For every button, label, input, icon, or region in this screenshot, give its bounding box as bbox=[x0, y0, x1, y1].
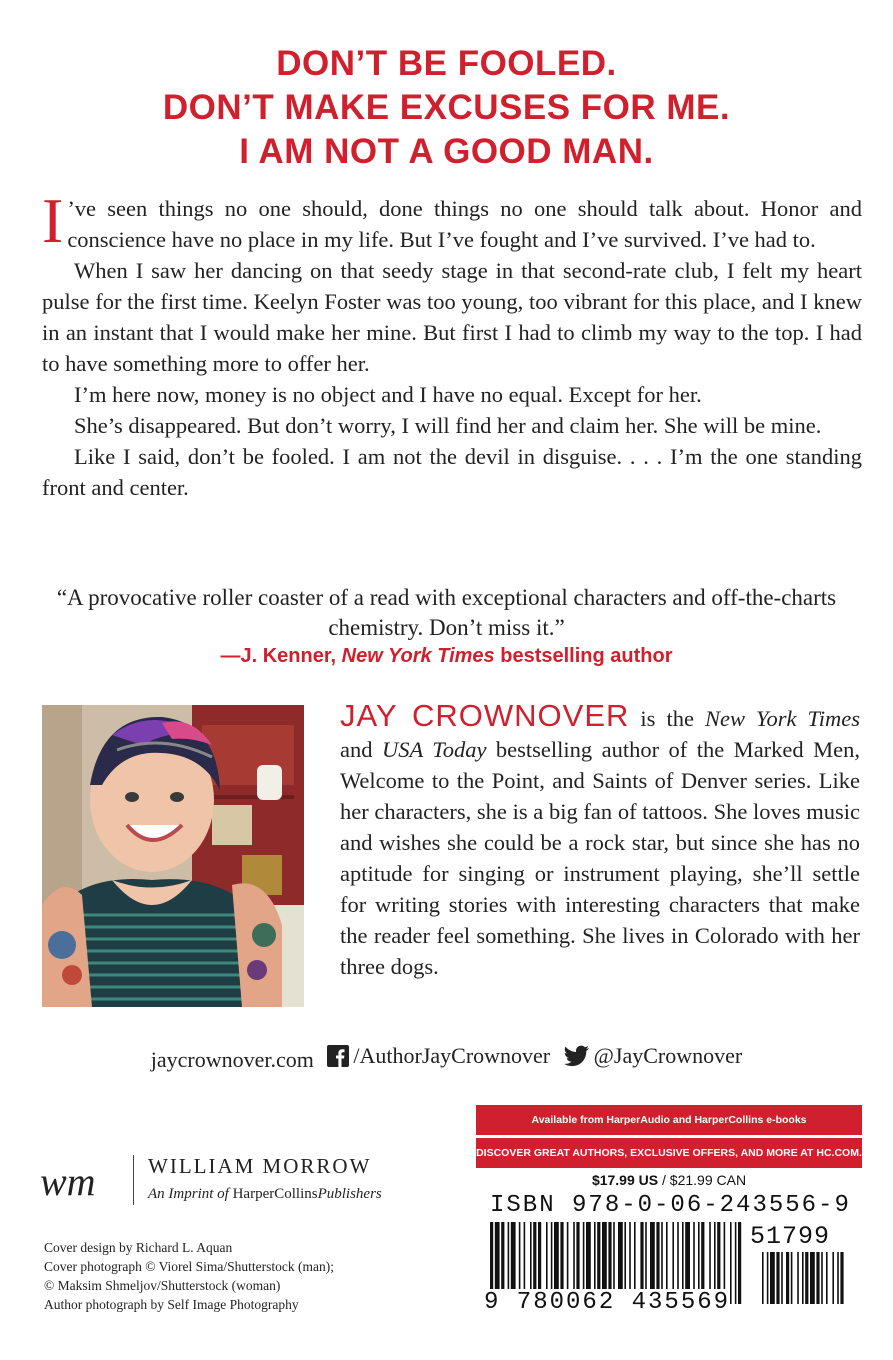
blurb-paragraph-4: She’s disappeared. But don’t worry, I will find her and claim her. She will be mine. bbox=[74, 413, 822, 438]
publisher-divider bbox=[133, 1155, 134, 1205]
blurb-paragraph-1 bbox=[42, 185, 862, 256]
price-barcode-bar bbox=[810, 1252, 815, 1304]
barcode-bar bbox=[735, 1222, 737, 1304]
cover-credits bbox=[44, 1238, 334, 1314]
price-barcode-bar bbox=[837, 1252, 839, 1304]
attribution-publication: New York Times bbox=[341, 645, 495, 667]
author-photo bbox=[42, 705, 304, 1007]
price-barcode-bar bbox=[826, 1252, 828, 1304]
blurb-paragraph-5: Like I said, don’t be fooled. I am not the devil in disguise. . . . I’m the one standing front and center. bbox=[42, 444, 862, 500]
isbn-text: ISBN 978-0-06-243556-9 bbox=[490, 1192, 851, 1219]
price-us: $17.99 US bbox=[591, 1172, 659, 1188]
credit-line: Cover design by Richard L. Aquan bbox=[44, 1240, 233, 1255]
bio-nyt: New York Times bbox=[704, 706, 860, 731]
credit-line: © Maksim Shmeljov/Shutterstock (woman) bbox=[44, 1278, 281, 1293]
price-barcode-bar bbox=[762, 1252, 764, 1304]
author-bio bbox=[340, 700, 860, 982]
review-attribution bbox=[40, 645, 853, 668]
price-code: 51799 bbox=[750, 1222, 831, 1251]
price-barcode-bar bbox=[776, 1252, 779, 1304]
price-barcode-bar bbox=[832, 1252, 834, 1304]
bio-usa-today: USA Today bbox=[381, 737, 487, 762]
price-barcode-bar bbox=[816, 1252, 819, 1304]
price-barcode-bar bbox=[805, 1252, 808, 1304]
barcode-bar bbox=[738, 1222, 741, 1304]
price-can: $21.99 CAN bbox=[669, 1172, 747, 1188]
price-barcode-bar bbox=[802, 1252, 804, 1304]
blurb-paragraph-3: I’m here now, money is no object and I have no equal. Except for her. bbox=[74, 382, 702, 407]
price-barcode-bar bbox=[840, 1252, 843, 1304]
credit-line: Author photograph by Self Image Photography bbox=[44, 1297, 299, 1312]
blurb bbox=[42, 185, 862, 503]
blurb-paragraph-1-text: ’ve seen things no one should, done things no one should talk about. Honor and conscience have no place in my life. But I’ve fought and I’ve survived. I’ve had to. bbox=[67, 196, 862, 252]
publisher-imprint bbox=[148, 1186, 382, 1203]
attribution-suffix: bestselling author bbox=[494, 645, 673, 667]
hc-promo-banner: DISCOVER GREAT AUTHORS, EXCLUSIVE OFFERS, AND MORE AT HC.COM. bbox=[476, 1138, 862, 1168]
price-barcode-bar bbox=[791, 1252, 793, 1304]
author-links bbox=[0, 1043, 893, 1073]
author-name: JAY CROWNOVER bbox=[340, 698, 630, 733]
credit-line: Cover photograph © Viorel Sima/Shutterstock (man); bbox=[44, 1259, 335, 1274]
website-link[interactable]: jaycrownover.com bbox=[150, 1047, 314, 1072]
publisher-name: WILLIAM MORROW bbox=[148, 1154, 372, 1178]
facebook-handle: /AuthorJayCrownover bbox=[353, 1043, 551, 1068]
price-barcode-bar bbox=[797, 1252, 799, 1304]
bio-text-3: bestselling author of the Marked Men, Welcome to the Point, and Saints of Denver series. Like her characters, she is a big fan of tattoos. She loves music and wishes she could be a rock star, but since she has no aptitude for singing or instrument playing, she’ll settle for writing stories with interesting characters that make the reader feel something. She lives in Colorado with her three dogs. bbox=[340, 737, 860, 979]
ean-digits: 9 780062 435569 bbox=[484, 1289, 731, 1316]
price-barcode-bar bbox=[781, 1252, 783, 1304]
imprint-house: HarperCollins bbox=[232, 1186, 318, 1202]
twitter-handle: @JayCrownover bbox=[593, 1043, 743, 1068]
facebook-icon bbox=[327, 1045, 349, 1067]
headline bbox=[0, 42, 893, 174]
barcode-bar bbox=[730, 1222, 732, 1304]
bio-text-2: and bbox=[340, 737, 382, 762]
review-quote: “A provocative roller coaster of a read with exceptional characters and off-the-charts chemistry. Don’t miss it.” bbox=[56, 585, 837, 640]
price-barcode-bar bbox=[786, 1252, 789, 1304]
imprint-prefix: An Imprint of bbox=[148, 1186, 233, 1202]
imprint-suffix: Publishers bbox=[317, 1186, 382, 1202]
twitter-icon bbox=[564, 1045, 590, 1067]
bio-text-1: is the bbox=[629, 706, 705, 731]
headline-line-2: DON’T MAKE EXCUSES FOR ME. bbox=[162, 88, 731, 127]
headline-line-1: DON’T BE FOOLED. bbox=[276, 44, 617, 83]
attribution-author: —J. Kenner, bbox=[220, 645, 342, 667]
price-barcode-bar bbox=[821, 1252, 823, 1304]
blurb-paragraph-2: When I saw her dancing on that seedy stage in that second-rate club, I felt my heart pulse for the first time. Keelyn Foster was too young, too vibrant for this place, and I knew in an instant that I would make her mine. But first I had to climb my way to the top. I had to have something more to offer her. bbox=[42, 258, 862, 376]
publisher-logo bbox=[40, 1150, 440, 1210]
headline-line-3: I AM NOT A GOOD MAN. bbox=[239, 132, 654, 171]
twitter-link[interactable] bbox=[564, 1043, 743, 1069]
facebook-link[interactable] bbox=[327, 1043, 550, 1069]
audio-ebook-banner: Available from HarperAudio and HarperCollins e-books bbox=[476, 1105, 862, 1135]
price-barcode-bar bbox=[770, 1252, 775, 1304]
price-line bbox=[476, 1172, 862, 1188]
drop-cap: I bbox=[42, 185, 64, 256]
price-barcode-bar bbox=[767, 1252, 769, 1304]
publisher-mark: wm bbox=[40, 1159, 96, 1204]
price-separator: / bbox=[658, 1172, 670, 1188]
